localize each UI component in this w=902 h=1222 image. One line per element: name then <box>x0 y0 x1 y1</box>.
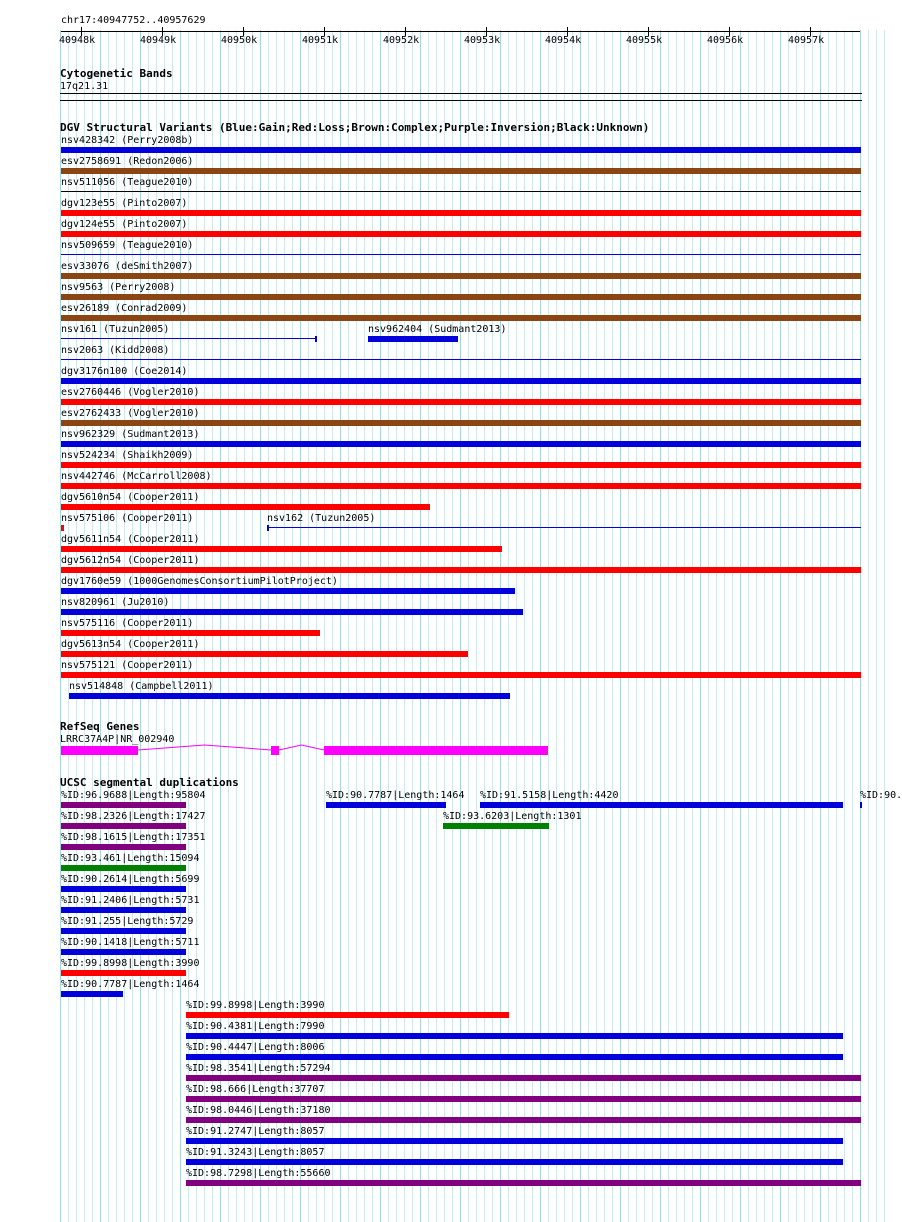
variant-label[interactable]: nsv442746 (McCarroll2008) <box>61 471 212 482</box>
segdup-bar[interactable] <box>186 1075 861 1081</box>
variant-bar[interactable] <box>61 378 861 384</box>
segdup-label[interactable]: %ID:99.8998|Length:3990 <box>61 958 200 969</box>
ruler-tick-label: 40948k <box>59 35 96 46</box>
variant-bar[interactable] <box>61 399 861 405</box>
segdup-label[interactable]: %ID:91.5158|Length:4420 <box>480 790 619 801</box>
variant-label[interactable]: nsv820961 (Ju2010) <box>61 597 170 608</box>
variant-end-cap <box>267 525 269 531</box>
ruler-tick-label: 40955k <box>626 35 663 46</box>
segdup-bar[interactable] <box>61 802 186 808</box>
track-title-segdups: UCSC segmental duplications <box>60 776 239 789</box>
segdup-label[interactable]: %ID:90.1418|Length:5711 <box>61 937 200 948</box>
cyto-band-label: 17q21.31 <box>60 81 109 92</box>
variant-label[interactable]: dgv123e55 (Pinto2007) <box>61 198 188 209</box>
variant-label[interactable]: nsv511056 (Teague2010) <box>61 177 194 188</box>
segdup-label[interactable]: %ID:90.2614|Length:5699 <box>61 874 200 885</box>
cyto-band-line-top <box>60 93 862 94</box>
variant-bar[interactable] <box>61 191 861 192</box>
ruler-tick-label: 40954k <box>545 35 582 46</box>
ruler-tick-label: 40956k <box>707 35 744 46</box>
variant-label[interactable]: nsv514848 (Campbell2011) <box>69 681 214 692</box>
segdup-label[interactable]: %ID:90.7787|Length:1464 <box>61 979 200 990</box>
variant-label[interactable]: nsv524234 (Shaikh2009) <box>61 450 194 461</box>
segdup-label[interactable]: %ID:91.2406|Length:5731 <box>61 895 200 906</box>
variant-bar[interactable] <box>61 630 320 636</box>
track-title-cyto: Cytogenetic Bands <box>60 67 173 80</box>
variant-label[interactable]: esv26189 (Conrad2009) <box>61 303 188 314</box>
variant-bar[interactable] <box>61 294 861 300</box>
variant-bar[interactable] <box>61 315 861 321</box>
variant-label[interactable]: nsv428342 (Perry2008b) <box>61 135 194 146</box>
variant-bar[interactable] <box>61 504 430 510</box>
variant-bar[interactable] <box>61 483 861 489</box>
ruler-tick-label: 40952k <box>383 35 420 46</box>
variant-bar[interactable] <box>61 588 515 594</box>
variant-bar[interactable] <box>61 338 317 339</box>
segdup-label[interactable]: %ID:93.6203|Length:1301 <box>443 811 582 822</box>
segdup-bar[interactable] <box>186 1033 843 1039</box>
segdup-label[interactable]: %ID:98.0446|Length:37180 <box>186 1105 331 1116</box>
variant-label[interactable]: nsv575116 (Cooper2011) <box>61 618 194 629</box>
track-title-dgv: DGV Structural Variants (Blue:Gain;Red:Loss;Brown:Complex;Purple:Inversion;Black:Unknown) <box>60 121 650 134</box>
variant-label[interactable]: nsv9563 (Perry2008) <box>61 282 176 293</box>
variant-bar[interactable] <box>61 359 861 360</box>
variant-bar[interactable] <box>61 254 861 255</box>
variant-label[interactable]: nsv509659 (Teague2010) <box>61 240 194 251</box>
ruler-tick-label: 40949k <box>140 35 177 46</box>
gene-label[interactable]: LRRC37A4P|NR_002940 <box>60 734 175 745</box>
variant-label[interactable]: nsv162 (Tuzun2005) <box>267 513 376 524</box>
variant-bar[interactable] <box>61 651 468 657</box>
segdup-bar[interactable] <box>61 949 186 955</box>
segdup-label[interactable]: %ID:91.2747|Length:8057 <box>186 1126 325 1137</box>
variant-label[interactable]: esv2758691 (Redon2006) <box>61 156 194 167</box>
variant-label[interactable]: dgv5610n54 (Cooper2011) <box>61 492 200 503</box>
gene-intron <box>138 745 324 750</box>
ruler-tick-label: 40957k <box>788 35 825 46</box>
ruler-tick-label: 40950k <box>221 35 258 46</box>
segdup-bar[interactable] <box>443 823 549 829</box>
segdup-bar[interactable] <box>186 1180 861 1186</box>
variant-label[interactable]: dgv1760e59 (1000GenomesConsortiumPilotProject) <box>61 576 338 587</box>
variant-bar[interactable] <box>267 527 861 528</box>
segdup-bar[interactable] <box>61 907 186 913</box>
segdup-bar[interactable] <box>186 1159 843 1165</box>
segdup-bar[interactable] <box>61 970 186 976</box>
segdup-label[interactable]: %ID:90.4447|Length:8006 <box>186 1042 325 1053</box>
segdup-label[interactable]: %ID:90.7787|Length:1464 <box>326 790 465 801</box>
segdup-bar[interactable] <box>186 1096 861 1102</box>
segdup-bar[interactable] <box>480 802 843 808</box>
variant-label[interactable]: dgv5613n54 (Cooper2011) <box>61 639 200 650</box>
segdup-bar[interactable] <box>61 928 186 934</box>
segdup-label[interactable]: %ID:98.1615|Length:17351 <box>61 832 206 843</box>
variant-bar[interactable] <box>61 462 861 468</box>
variant-bar[interactable] <box>61 546 502 552</box>
segdup-bar[interactable] <box>186 1117 861 1123</box>
segdup-label[interactable]: %ID:98.7298|Length:55660 <box>186 1168 331 1179</box>
segdup-label[interactable]: %ID:98.3541|Length:57294 <box>186 1063 331 1074</box>
variant-bar[interactable] <box>61 210 861 216</box>
segdup-bar[interactable] <box>61 886 186 892</box>
variant-bar[interactable] <box>69 693 510 699</box>
segdup-label[interactable]: %ID:90.4381|Length:7990 <box>186 1021 325 1032</box>
segdup-bar[interactable] <box>61 865 186 871</box>
variant-bar[interactable] <box>61 231 861 237</box>
variant-label[interactable]: dgv124e55 (Pinto2007) <box>61 219 188 230</box>
variant-label[interactable]: esv2762433 (Vogler2010) <box>61 408 200 419</box>
segdup-label[interactable]: %ID:99.8998|Length:3990 <box>186 1000 325 1011</box>
variant-label[interactable]: nsv962404 (Sudmant2013) <box>368 324 507 335</box>
variant-end-cap <box>315 336 317 342</box>
segdup-bar[interactable] <box>860 802 862 808</box>
segdup-label[interactable]: %ID:91.3243|Length:8057 <box>186 1147 325 1158</box>
segdup-bar[interactable] <box>61 823 186 829</box>
segdup-bar[interactable] <box>326 802 446 808</box>
segdup-label[interactable]: %ID:98.666|Length:37707 <box>186 1084 325 1095</box>
gene-exon <box>271 746 279 755</box>
track-title-refseq: RefSeq Genes <box>60 720 140 733</box>
segdup-label[interactable]: %ID:93.461|Length:15094 <box>61 853 200 864</box>
gene-exon <box>61 746 138 755</box>
variant-bar[interactable] <box>61 567 861 573</box>
variant-label[interactable]: esv2760446 (Vogler2010) <box>61 387 200 398</box>
variant-label[interactable]: nsv575106 (Cooper2011) <box>61 513 194 524</box>
variant-bar[interactable] <box>61 273 861 279</box>
variant-label[interactable]: nsv2063 (Kidd2008) <box>61 345 170 356</box>
variant-label[interactable]: dgv5611n54 (Cooper2011) <box>61 534 200 545</box>
variant-bar[interactable] <box>61 525 64 531</box>
segdup-bar[interactable] <box>186 1012 509 1018</box>
variant-bar[interactable] <box>61 147 861 153</box>
segdup-label[interactable]: %ID:90. <box>860 790 902 801</box>
ruler-axis <box>61 31 860 32</box>
segdup-bar[interactable] <box>61 991 123 997</box>
variant-label[interactable]: nsv161 (Tuzun2005) <box>61 324 170 335</box>
variant-bar[interactable] <box>368 336 458 342</box>
variant-bar[interactable] <box>61 441 861 447</box>
gene-exon <box>324 746 548 755</box>
segdup-bar[interactable] <box>61 844 186 850</box>
ruler-coords: chr17:40947752..40957629 <box>61 15 206 26</box>
cyto-band-line-bottom <box>60 100 862 101</box>
variant-label[interactable]: dgv3176n100 (Coe2014) <box>61 366 188 377</box>
segdup-label[interactable]: %ID:98.2326|Length:17427 <box>61 811 206 822</box>
variant-bar[interactable] <box>61 609 523 615</box>
segdup-label[interactable]: %ID:96.9688|Length:95804 <box>61 790 206 801</box>
variant-label[interactable]: esv33076 (deSmith2007) <box>61 261 194 272</box>
gene-model[interactable] <box>0 740 890 760</box>
segdup-bar[interactable] <box>186 1054 843 1060</box>
variant-bar[interactable] <box>61 672 861 678</box>
ruler-tick-label: 40951k <box>302 35 339 46</box>
segdup-label[interactable]: %ID:91.255|Length:5729 <box>61 916 194 927</box>
ruler-tick-label: 40953k <box>464 35 501 46</box>
variant-label[interactable]: nsv962329 (Sudmant2013) <box>61 429 200 440</box>
variant-label[interactable]: nsv575121 (Cooper2011) <box>61 660 194 671</box>
variant-bar[interactable] <box>61 168 861 174</box>
segdup-bar[interactable] <box>186 1138 843 1144</box>
variant-label[interactable]: dgv5612n54 (Cooper2011) <box>61 555 200 566</box>
variant-bar[interactable] <box>61 420 861 426</box>
